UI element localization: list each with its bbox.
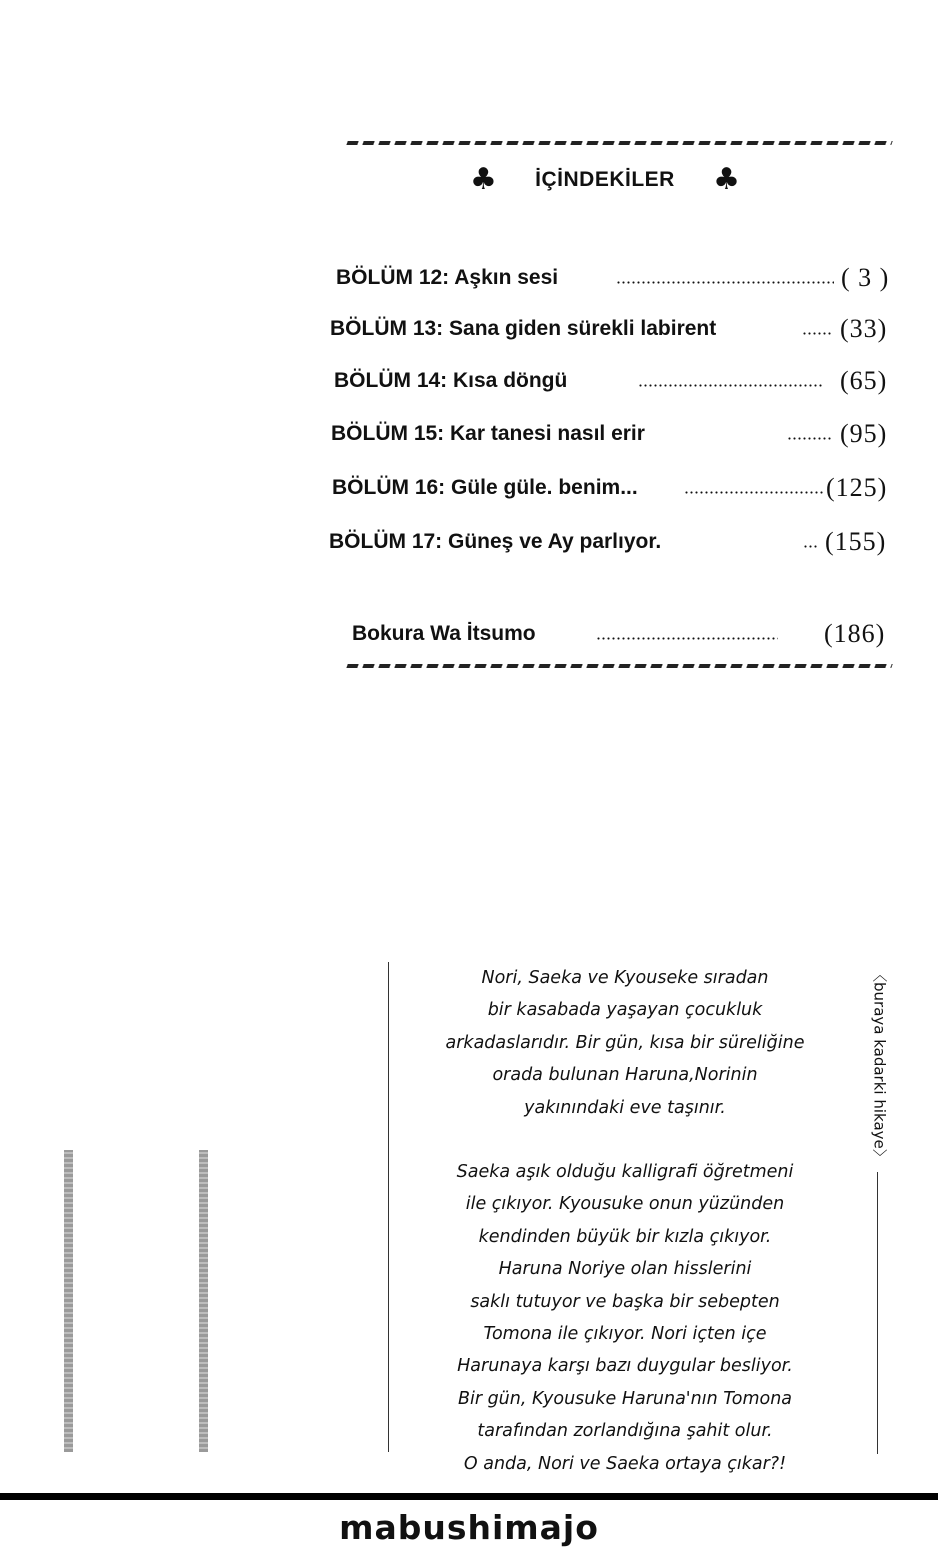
toc-leader-dots: [616, 281, 834, 284]
toc-leader-dots: [803, 545, 819, 548]
story-line: Harunaya karşı bazı duygular besliyor.: [457, 1356, 793, 1377]
toc-entry[interactable]: [336, 263, 892, 293]
story-line: Tomona ile çıkıyor. Nori içten içe: [483, 1324, 767, 1345]
toc-leader-dots: [638, 384, 824, 387]
toc-entry-page: (155): [825, 527, 887, 556]
toc-entry[interactable]: [329, 527, 892, 557]
story-summary: [405, 962, 845, 1480]
story-line: Nori, Saeka ve Kyouseke sıradan: [481, 968, 769, 988]
toc-header: [470, 160, 740, 200]
toc-entry[interactable]: [330, 314, 892, 344]
story-line: orada bulunan Haruna,Norinin: [492, 1065, 758, 1086]
footer-band: [0, 1493, 938, 1500]
story-line: arkadaslarıdır. Bir gün, kısa bir süreliğine: [445, 1032, 805, 1053]
toc-leader-dots: [787, 437, 832, 440]
story-left-divider: [388, 962, 389, 1452]
story-right-divider: [877, 1172, 878, 1454]
story-line: ile çıkıyor. Kyousuke onun yüzünden: [465, 1194, 785, 1215]
toc-leader-dots: [684, 491, 824, 494]
toc-entry[interactable]: [332, 473, 892, 503]
toc-entry-label: BÖLÜM 16: Güle güle. benim...: [332, 476, 638, 499]
toc-title: İÇİNDEKİLER: [535, 168, 675, 191]
story-line: Haruna Noriye olan hisslerini: [498, 1259, 752, 1280]
story-line: O anda, Nori ve Saeka ortaya çıkar?!: [463, 1453, 787, 1474]
story-line: bir kasabada yaşayan çocukluk: [487, 1000, 763, 1021]
toc-entry-page: (95): [840, 419, 888, 448]
toc-entry-page: (33): [840, 314, 888, 343]
toc-top-border: [346, 141, 892, 145]
toc-entry-page: (65): [840, 366, 888, 395]
toc-entry-label: BÖLÜM 14: Kısa döngü: [334, 369, 568, 392]
toc-entry[interactable]: [334, 366, 892, 396]
paragraph-gap: [405, 1124, 845, 1156]
story-line: Saeka aşık olduğu kalligrafi öğretmeni: [456, 1162, 794, 1183]
footer: [0, 1508, 938, 1547]
toc-entry-label: BÖLÜM 15: Kar tanesi nasıl erir: [331, 422, 645, 445]
story-line: saklı tutuyor ve başka bir sebepten: [470, 1291, 780, 1312]
club-left-icon: ♣: [470, 162, 497, 197]
club-right-icon: ♣: [713, 162, 740, 197]
toc-leader-dots: [596, 637, 778, 640]
toc-entry[interactable]: [331, 419, 892, 449]
toc-entry-label: Bokura Wa İtsumo: [352, 622, 536, 645]
story-line: tarafından zorlandığına şahit olur.: [477, 1421, 773, 1442]
decorative-bar-right: [199, 1150, 208, 1452]
decorative-bar-left: [64, 1150, 73, 1452]
story-so-far-label: 〈buraya kadarki hikaye〉: [870, 967, 889, 1164]
story-line: kendinden büyük bir kızla çıkıyor.: [478, 1226, 772, 1247]
toc-bottom-border: [346, 664, 892, 668]
toc-entry-page: (186): [824, 619, 886, 648]
toc-entry-label: BÖLÜM 13: Sana giden sürekli labirent: [330, 317, 717, 340]
toc-entry-page: ( 3 ): [841, 263, 890, 292]
toc-leader-dots: [802, 332, 832, 335]
story-line: yakınındaki eve taşınır.: [524, 1097, 726, 1118]
brand-logo-text: mabushimajo: [339, 1508, 599, 1547]
story-line: Bir gün, Kyousuke Haruna'nın Tomona: [457, 1388, 793, 1409]
toc-entry[interactable]: [352, 619, 892, 649]
toc-entry-label: BÖLÜM 17: Güneş ve Ay parlıyor.: [329, 530, 662, 553]
toc-entry-page: (125): [826, 473, 888, 502]
toc-entry-label: BÖLÜM 12: Aşkın sesi: [336, 266, 559, 289]
